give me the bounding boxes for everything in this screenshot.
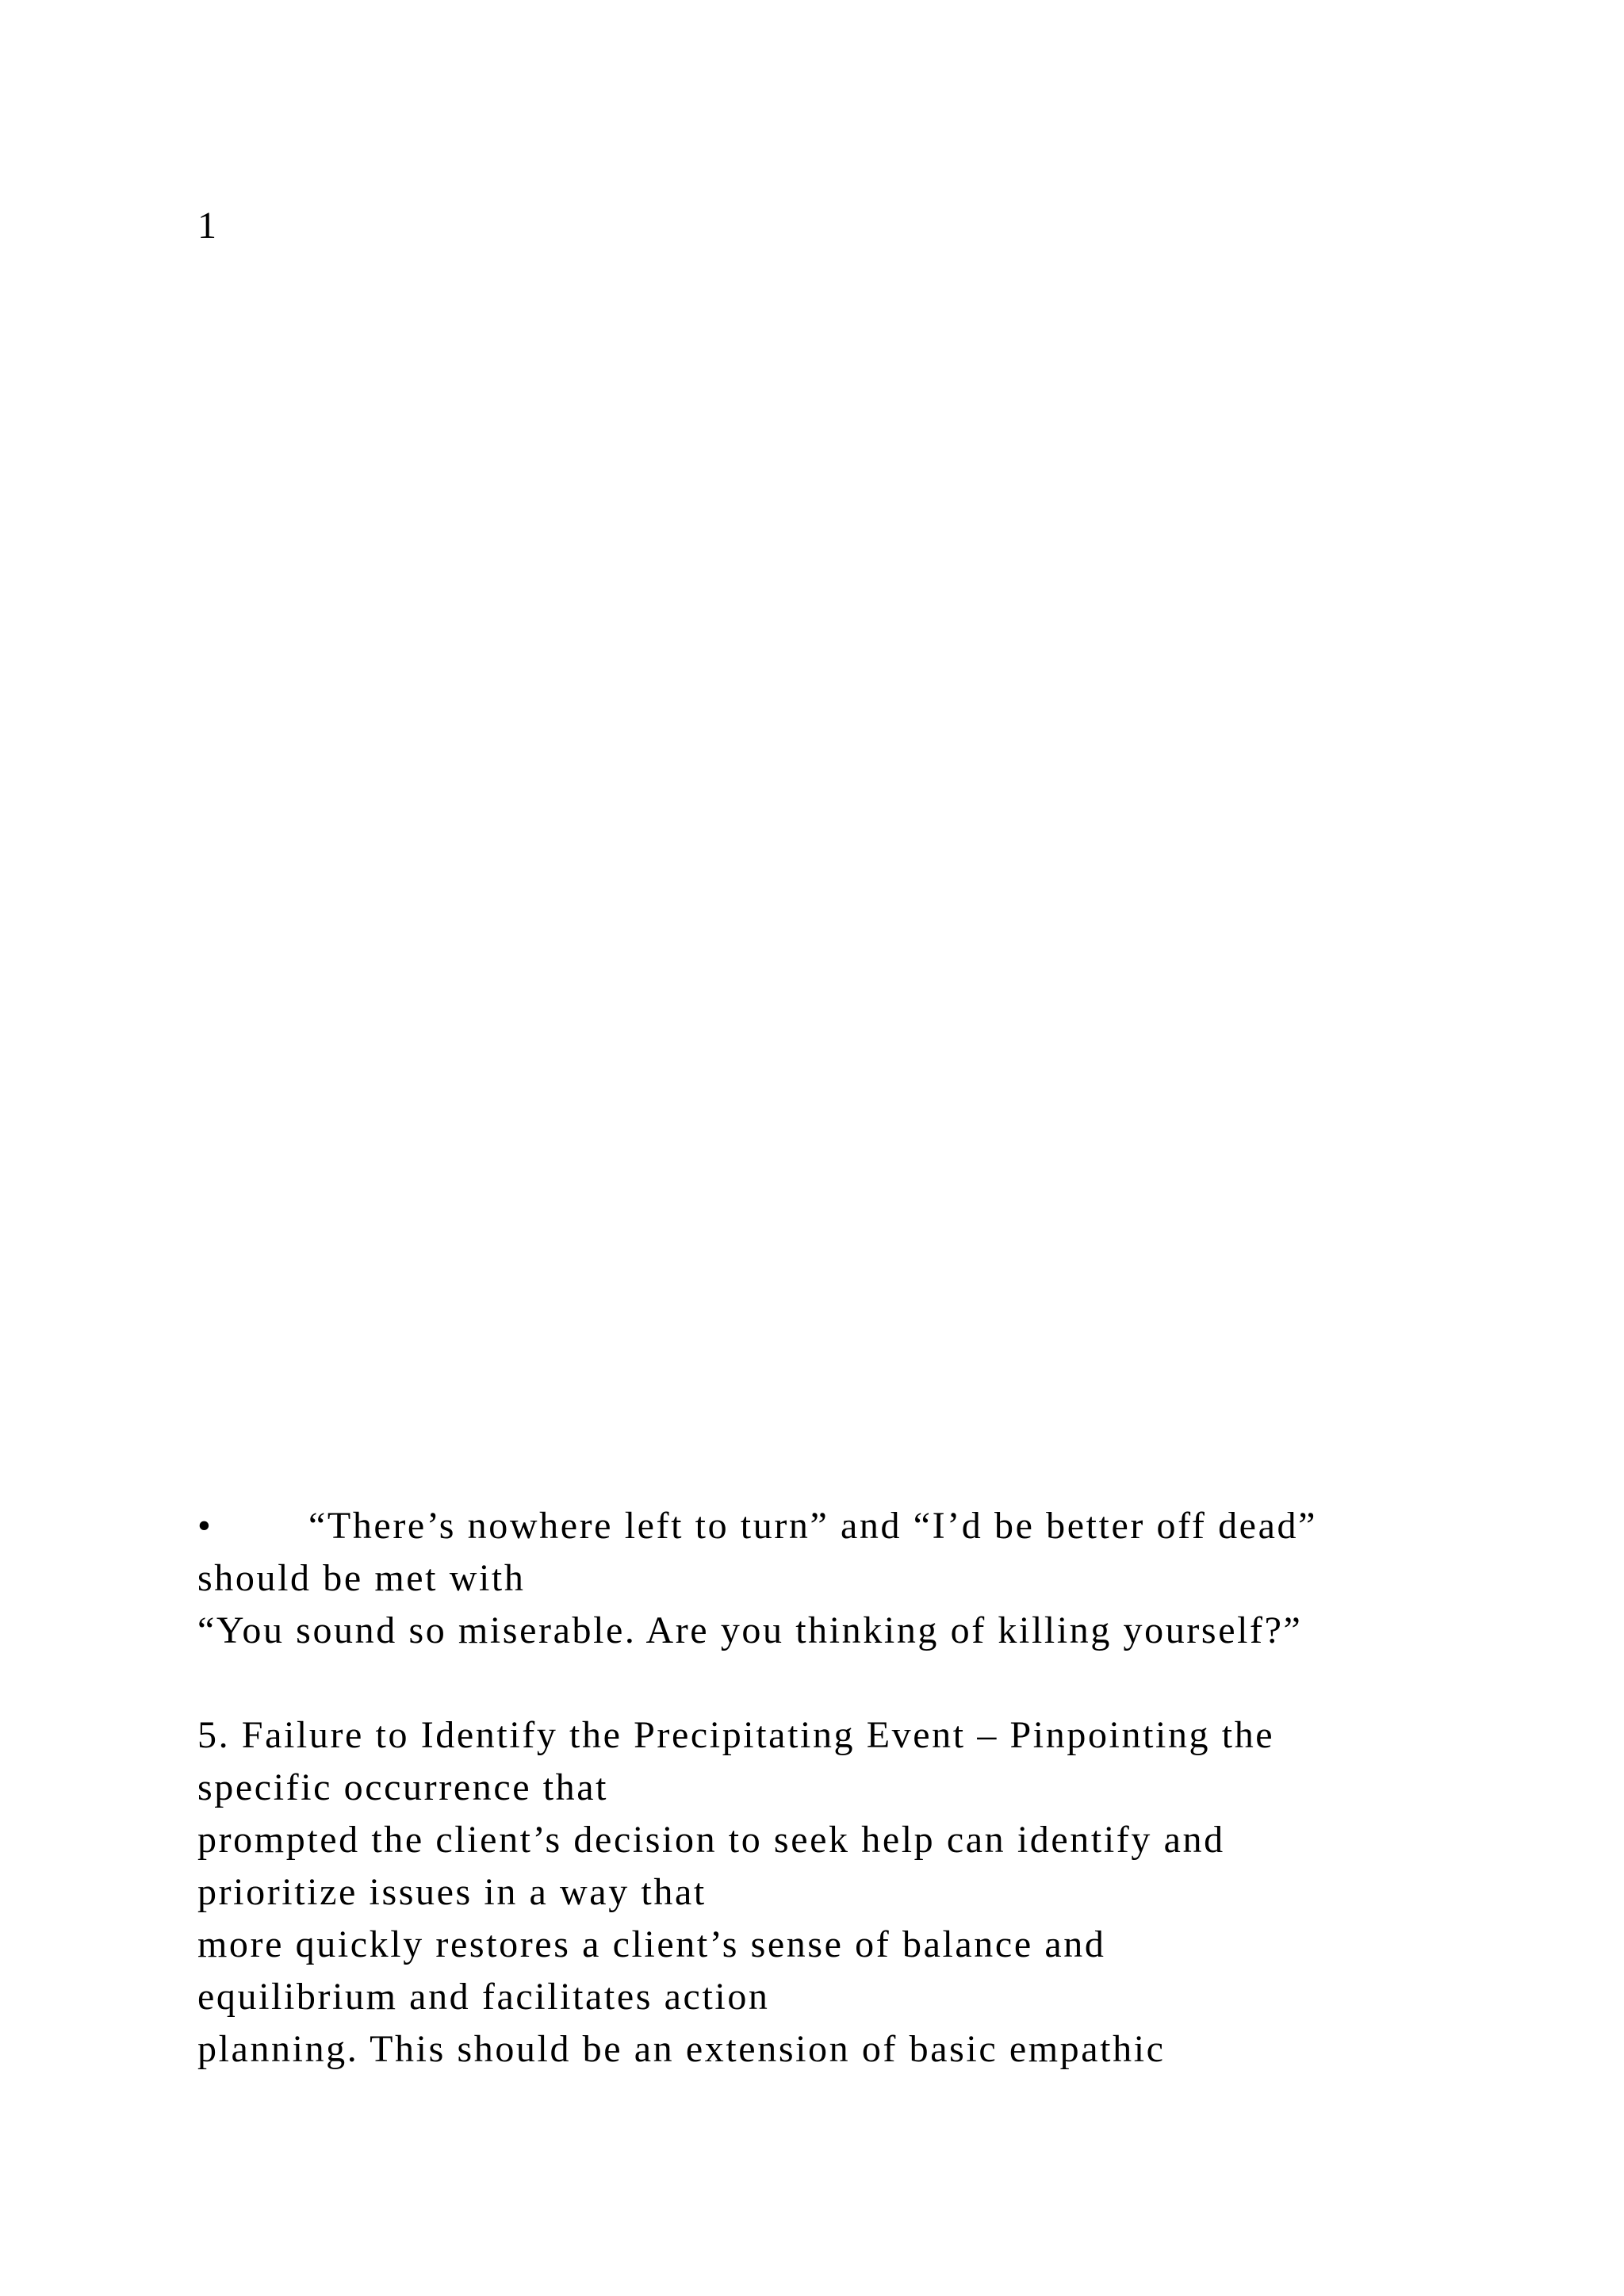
- bullet-item-line-1: [197, 1500, 1545, 1552]
- section5-line-6: equilibrium and facilitates action: [197, 1976, 770, 2018]
- section5-line-3: prompted the client’s decision to seek help can identify and: [197, 1819, 1225, 1861]
- bullet-text-line-1: “There’s nowhere left to turn” and “I’d be better off dead”: [308, 1505, 1317, 1547]
- bullet-text-line-3: “You sound so miserable. Are you thinking of killing yourself?”: [197, 1609, 1303, 1651]
- document-body: [197, 1500, 1545, 2076]
- paragraph-spacer: [197, 1657, 1545, 1709]
- section5-line-2: specific occurrence that: [197, 1766, 609, 1808]
- section5-line-7: planning. This should be an extension of basic empathic: [197, 2028, 1166, 2070]
- page-number: 1: [197, 205, 218, 247]
- bullet-icon: •: [197, 1505, 213, 1547]
- bullet-text-line-2: should be met with: [197, 1557, 526, 1599]
- section5-line-4: prioritize issues in a way that: [197, 1871, 707, 1913]
- section5-line-1: 5. Failure to Identify the Precipitating Event – Pinpointing the: [197, 1714, 1275, 1756]
- section5-line-5: more quickly restores a client’s sense of balance and: [197, 1923, 1106, 1965]
